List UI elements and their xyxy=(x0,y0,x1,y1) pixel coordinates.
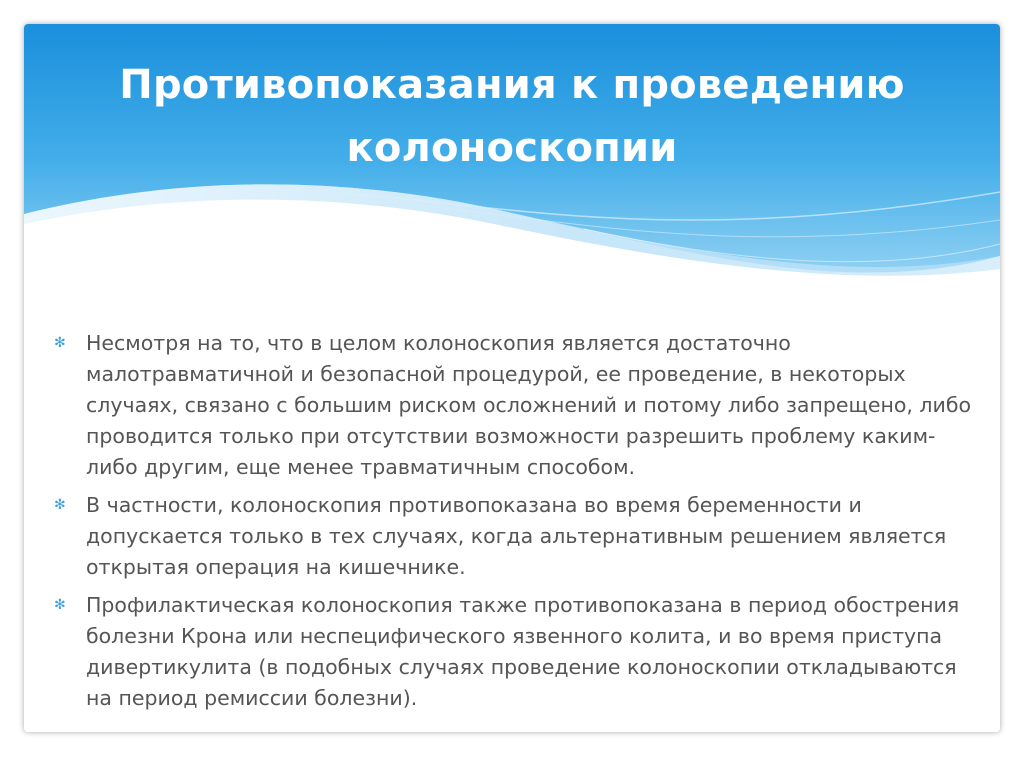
bullet-list xyxy=(54,328,974,721)
slide xyxy=(24,24,1000,732)
slide-title: Противопоказания к проведению колоноскопии xyxy=(119,62,905,171)
list-item xyxy=(54,590,974,714)
bullet-text: В частности, колоноскопия противопоказана во время беременности и допускается только в тех случаях, когда альтернативным решением является открытая операция на кишечнике. xyxy=(86,493,947,579)
asterisk-bullet-icon: ✻ xyxy=(54,335,66,351)
asterisk-bullet-icon: ✻ xyxy=(54,597,66,613)
asterisk-bullet-icon: ✻ xyxy=(54,497,66,513)
list-item xyxy=(54,328,974,483)
bullet-text: Профилактическая колоноскопия также противопоказана в период обострения болезни Крона или неспецифического язвенного колита, и во время приступа дивертикулита (в подобных случаях проведение колоноскопии откладываются на период ремиссии болезни). xyxy=(86,593,960,710)
list-item xyxy=(54,490,974,583)
bullet-text: Несмотря на то, что в целом колоноскопия является достаточно малотравматичной и безопасной процедурой, ее проведение, в некоторых случаях, связано с большим риском осложнений и потому либо запрещено, либо проводится только при отсутствии возможности разрешить проблему каким-либо другим, еще менее травматичным способом. xyxy=(86,331,972,479)
